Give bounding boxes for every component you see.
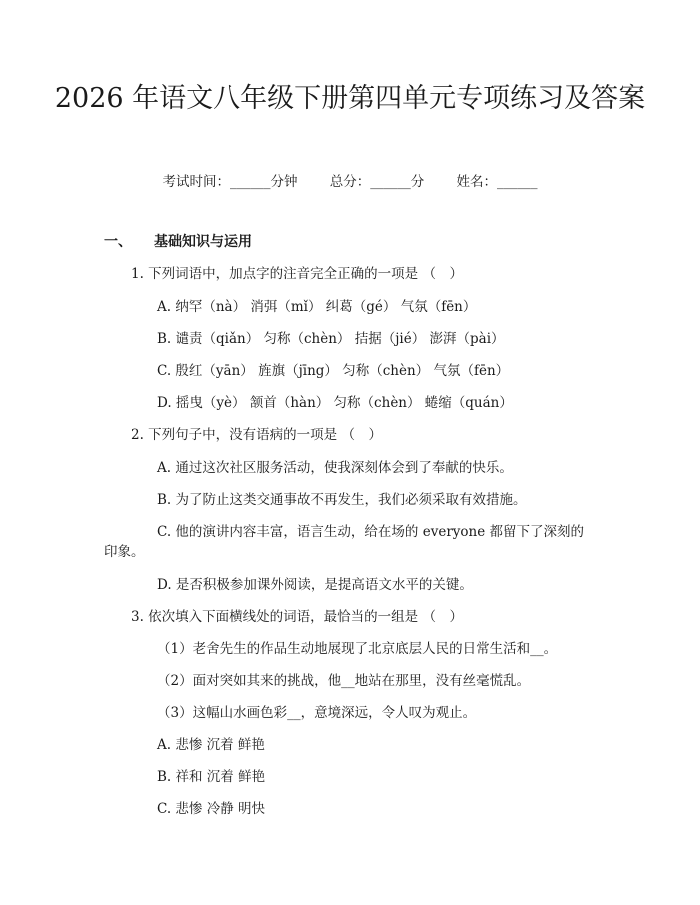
question-3-blank-3: （3）这幅山水画色彩__，意境深远，令人叹为观止。 (157, 705, 477, 721)
question-3-blank-1: （1）老舍先生的作品生动地展现了北京底层人民的日常生活和__。 (157, 641, 558, 657)
exam-time: 考试时间：______分钟 (162, 174, 298, 190)
question-1-option-a: A. 纳罕（nà） 消弭（mǐ） 纠葛（gé） 气氛（fēn） (157, 299, 477, 315)
question-1-option-c: C. 殷红（yān） 旌旗（jīng） 匀称（chèn） 气氛（fēn） (157, 363, 510, 379)
question-3-blank-2: （2）面对突如其来的挑战，他__地站在那里，没有丝毫慌乱。 (157, 673, 531, 689)
document-title: 2026 年语文八年级下册第四单元专项练习及答案 (54, 83, 646, 114)
question-1-option-d: D. 摇曳（yè） 颔首（hàn） 匀称（chèn） 蜷缩（quán） (157, 395, 513, 411)
section-heading (104, 231, 252, 251)
question-2-option-c-continued: 印象。 (104, 544, 145, 560)
section-number: 一、 (104, 234, 132, 250)
section-label: 基础知识与运用 (154, 234, 252, 250)
exam-total-score: 总分：______分 (329, 174, 425, 190)
question-2-option-a: A. 通过这次社区服务活动，使我深刻体会到了奉献的快乐。 (157, 460, 513, 476)
question-2-stem: 2. 下列句子中，没有语病的一项是 （ ） (131, 427, 382, 443)
question-3-option-b: B. 祥和 沉着 鲜艳 (157, 769, 266, 785)
question-3-stem: 3. 依次填入下面横线处的词语，最恰当的一组是 （ ） (131, 609, 463, 625)
question-2-option-b: B. 为了防止这类交通事故不再发生，我们必须采取有效措施。 (157, 492, 527, 508)
question-3-option-a: A. 悲惨 沉着 鲜艳 (157, 737, 265, 753)
question-1-option-b: B. 谴责（qiǎn） 匀称（chèn） 拮据（jié） 澎湃（pài） (157, 331, 505, 347)
question-2-option-c: C. 他的演讲内容丰富，语言生动，给在场的 everyone 都留下了深刻的 (157, 524, 585, 540)
question-2-option-d: D. 是否积极参加课外阅读，是提高语文水平的关键。 (157, 577, 473, 593)
question-1-stem: 1. 下列词语中，加点字的注音完全正确的一项是 （ ） (131, 266, 463, 282)
exam-meta (0, 170, 700, 190)
question-3-option-c: C. 悲惨 冷静 明快 (157, 801, 266, 817)
student-name: 姓名：______ (456, 174, 538, 190)
